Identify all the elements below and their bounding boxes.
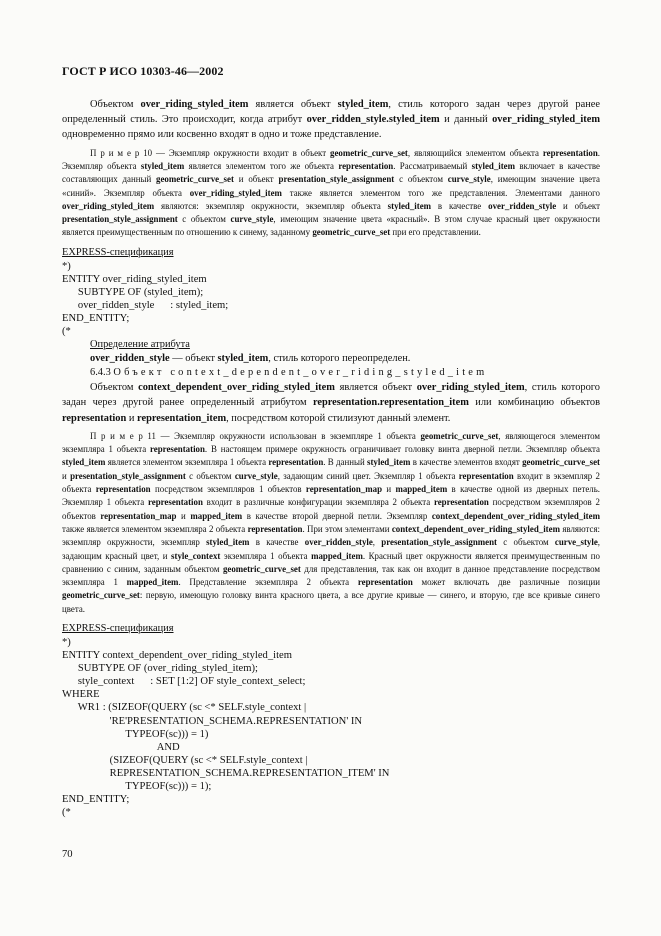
code-line: *) [62, 637, 71, 649]
code-line: AND [62, 741, 180, 753]
code-line: TYPEOF(sc))) = 1); [62, 781, 212, 793]
section-heading-6-4-3: 6.4.3 Объект context_dependent_over_riding_styled_item [90, 367, 488, 379]
code-line: (SIZEOF(QUERY (sc <* SELF.style_context | [62, 754, 308, 766]
page-number: 70 [62, 849, 73, 860]
code-line: SUBTYPE OF (styled_item); [62, 286, 204, 298]
express-code-block-2 [62, 636, 600, 819]
code-line: END_ENTITY; [62, 794, 130, 806]
paragraph-context-dependent: Объектом context_dependent_over_riding_styled_item является объект over_riding_styled_item, стиль которого задан через другой ранее определенный атрибутом representation.representation_item или комбинацию объектов representation и representation_item, посредством которой стилизуют данный элемент. [62, 382, 600, 424]
code-line: (* [62, 326, 71, 338]
code-line: WR1 : (SIZEOF(QUERY (sc <* SELF.style_context | [62, 702, 307, 714]
code-line: *) [62, 260, 71, 272]
code-line: ENTITY over_riding_styled_item [62, 273, 207, 285]
express-spec-heading-2: EXPRESS-спецификация [62, 623, 174, 635]
code-line: ENTITY context_dependent_over_riding_styled_item [62, 650, 292, 662]
attribute-definition-heading: Определение атрибута [90, 339, 190, 351]
example-11: П р и м е р 11 — Экземпляр окружности использован в экземпляре 1 объекта geometric_curve_set, являющегося элементом экземпляра 1 объекта representation. В настоящем примере окружность ограничивает головку винта дверной петли. Экземпляр объекта styled_item является элементом экземпляра 1 объекта representation. В данный styled_item в качестве элементов входят geometric_curve_set и presentation_style_assignment с объектом curve_style, задающим синий цвет. Экземпляр 1 объекта representation входит в экземпляр 2 объекта representation посредством экземпляров 1 объектов representation_map и mapped_item в качестве одной из дверных петель. Экземпляр 1 объекта representation входит в различные конфигурации экземпляра 2 объекта representation посредством экземпляров 2 объектов representation_map и mapped_item в качестве второй дверной петли. Экземпляр context_dependent_over_riding_styled_item также является элементом экземпляра 2 объекта representation. При этом элементами context_dependent_over_riding_styled_item являются: экземпляр окружности, экземпляр styled_item в качестве over_ridden_style, presentation_style_assignment с объектом curve_style, задающим красный цвет, и style_context экземпляра 1 объекта mapped_item. Красный цвет окружности является преимущественным по сравнению с синим, заданным объектом geometric_curve_set для представления, так как он входит в данное представление посредством экземпляра 1 mapped_item. Представление экземпляра 2 объекта representation может включать две различные позиции geometric_curve_set: первую, имеющую головку винта красного цвета, а все другие кривые — синего, и вторую, где все кривые синего цвета. [62, 430, 601, 614]
code-line: TYPEOF(sc))) = 1) [62, 728, 209, 740]
paragraph-over-riding-styled-item: Объектом over_riding_styled_item является объект styled_item, стиль которого задан через другой ранее определенный стиль. Это происходит, когда атрибут over_ridden_style.styled_item и данный over_riding_styled_item одновременно прямо или косвенно входят в одно и тоже представление. [62, 99, 601, 141]
code-line: over_ridden_style : styled_item; [62, 299, 229, 311]
attribute-definition [62, 338, 600, 380]
document-body [62, 97, 600, 819]
example-10: П р и м е р 10 — Экземпляр окружности входит в объект geometric_curve_set, являющийся элементом объекта representation. Экземпляр объекта styled_item является элементом того же объекта representation. Рассматриваемый styled_item включает в качестве составляющих данный geometric_curve_set и объект presentation_style_assignment с объектом curve_style, имеющим значение цвета «синий». Экземпляр объекта over_riding_styled_item также является элементом того же представления. Элементами данного over_riding_styled_item являются: экземпляр окружности, экземпляр объекта styled_item в качестве over_ridden_style и объект presentation_style_assignment с объектом curve_style, имеющим значение цвета «красный». В этом случае красный цвет окружности является преимущественным по отношению к синему, заданному geometric_curve_set при его представлении. [62, 147, 600, 238]
code-line: 'RE'PRESENTATION_SCHEMA.REPRESENTATION' IN [62, 715, 363, 727]
code-line: style_context : SET [1:2] OF style_context_select; [62, 676, 306, 688]
code-line: WHERE [62, 689, 100, 701]
code-line: (* [62, 807, 71, 819]
code-line: REPRESENTATION_SCHEMA.REPRESENTATION_ITEM' IN [62, 767, 390, 779]
attribute-definition-text: over_ridden_style — объект styled_item, стиль которого переопределен. [90, 353, 411, 365]
express-code-block-1 [62, 260, 600, 339]
express-spec-heading-1: EXPRESS-спецификация [62, 246, 174, 258]
code-line: SUBTYPE OF (over_riding_styled_item); [62, 663, 258, 675]
code-line: END_ENTITY; [62, 313, 130, 325]
document-header: ГОСТ Р ИСО 10303-46—2002 [62, 64, 224, 78]
